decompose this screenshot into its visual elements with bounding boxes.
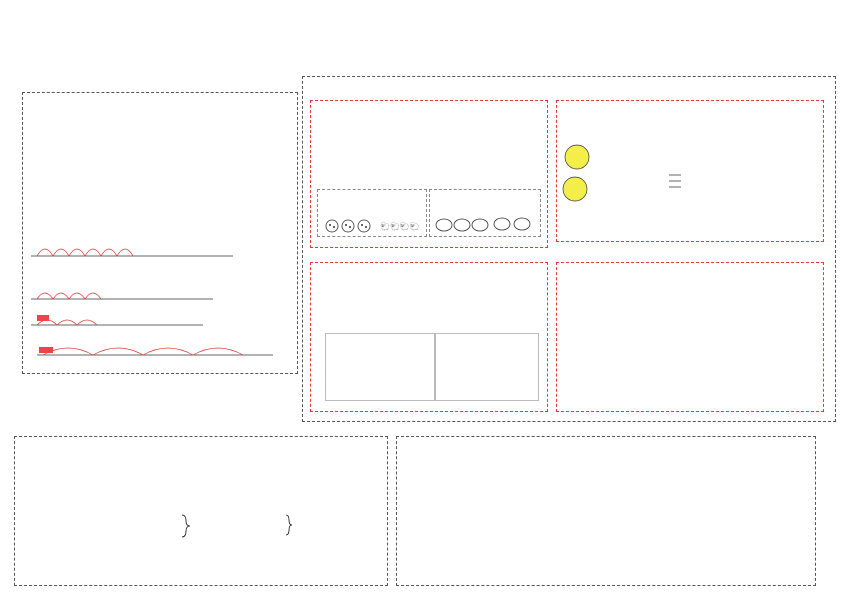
cardinal-product-box — [556, 100, 824, 242]
cardinal-union-box — [310, 100, 548, 248]
grid-40 — [436, 334, 540, 402]
circles-drawing — [318, 190, 428, 238]
table-div-panel — [435, 333, 539, 401]
number-line-mult — [31, 249, 233, 256]
cardinal-div-panel — [429, 189, 541, 237]
number-line-3 — [31, 315, 203, 325]
number-line-div — [31, 293, 213, 299]
ovals-drawing — [430, 190, 542, 238]
cardinal-table-box — [310, 262, 548, 412]
numerico-box — [14, 436, 388, 586]
medida-box — [396, 436, 816, 586]
cardinal-mult-panel — [317, 189, 427, 237]
grid-6x3 — [326, 334, 436, 402]
pasta-drawing — [557, 101, 825, 243]
svg-text:🐑🐑🐑🐑: 🐑🐑🐑🐑 — [380, 222, 420, 231]
lineal-box — [22, 92, 298, 374]
number-line-4 — [37, 347, 273, 355]
number-lines-drawing — [23, 93, 299, 375]
table-mult-panel — [325, 333, 435, 401]
cardinal-tree-box — [556, 262, 824, 412]
numerico-braces — [15, 437, 389, 587]
tree-diagrams — [557, 263, 825, 413]
